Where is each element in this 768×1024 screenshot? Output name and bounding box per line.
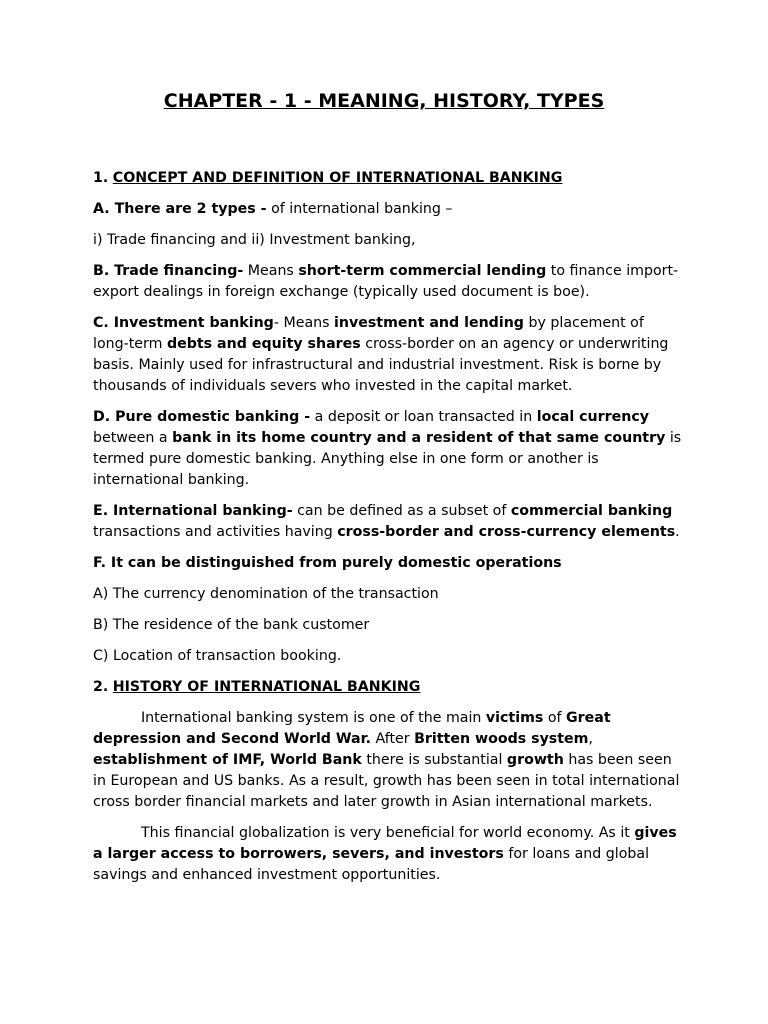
history-paragraph-2: This financial globalization is very beneficial for world economy. As it gives a larger access to borrowers, severs, and investors for loans and global savings and enhanced investment opportunities. — [93, 825, 677, 883]
chapter-title: CHAPTER - 1 - MEANING, HISTORY, TYPES — [163, 90, 605, 112]
section-1-number: 1. — [93, 170, 109, 186]
paragraph-b-lead: B. Trade financing- — [93, 263, 244, 279]
paragraph-c: C. Investment banking- Means investment and lending by placement of long-term debts and equity shares cross-border on an agency or underwriting basis. Mainly used for infrastructural and industrial investment. Risk is borne by thousands of individuals severs who invested in the capital market. — [93, 315, 669, 394]
section-1-heading — [93, 168, 683, 189]
list-item: B) The residence of the bank customer — [93, 617, 370, 633]
paragraph-c-lead: C. Investment banking — [93, 315, 274, 331]
paragraph-a-lead: A. There are 2 types - — [93, 201, 267, 217]
document-body — [93, 168, 683, 896]
section-1-title: CONCEPT AND DEFINITION OF INTERNATIONAL BANKING — [112, 170, 563, 186]
paragraph-types: i) Trade financing and ii) Investment banking, — [93, 232, 416, 248]
paragraph-e-lead: E. International banking- — [93, 503, 293, 519]
paragraph-d-lead: D. Pure domestic banking - — [93, 409, 311, 425]
paragraph-f: F. It can be distinguished from purely domestic operations — [93, 555, 562, 571]
section-2-title: HISTORY OF INTERNATIONAL BANKING — [112, 679, 421, 695]
paragraph-d: D. Pure domestic banking - a deposit or loan transacted in local currency between a bank in its home country and a resident of that same country is termed pure domestic banking. Anything else in one form or another is international banking. — [93, 409, 682, 488]
list-item: C) Location of transaction booking. — [93, 648, 342, 664]
paragraph-a: A. There are 2 types - of international banking – — [93, 201, 453, 217]
section-2-number: 2. — [93, 679, 109, 695]
history-paragraph-1: International banking system is one of the main victims of Great depression and Second World War. After Britten woods system, establishment of IMF, World Bank there is substantial growth has been seen in European and US banks. As a result, growth has been seen in total international cross border financial markets and later growth in Asian international markets. — [93, 710, 680, 810]
list-item: A) The currency denomination of the transaction — [93, 586, 439, 602]
section-2-heading — [93, 677, 683, 698]
paragraph-b: B. Trade financing- Means short-term commercial lending to finance import-export dealings in foreign exchange (typically used document is boe). — [93, 263, 679, 300]
paragraph-e: E. International banking- can be defined as a subset of commercial banking transactions and activities having cross-border and cross-currency elements. — [93, 503, 680, 540]
